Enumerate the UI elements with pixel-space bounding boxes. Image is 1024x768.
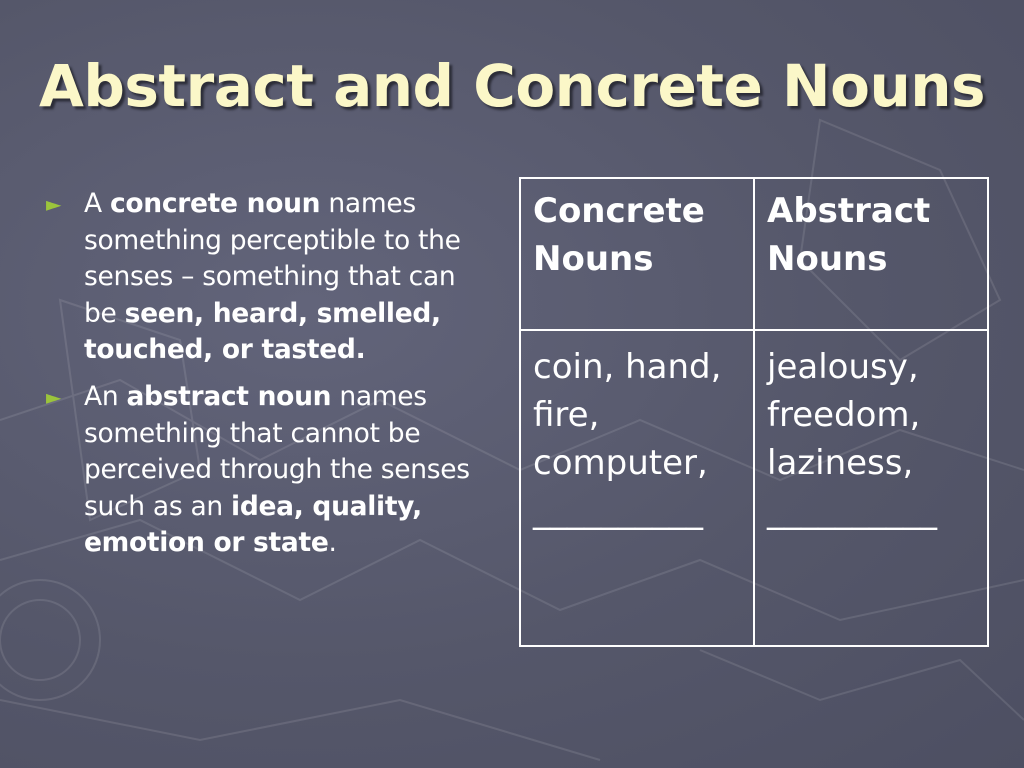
cell-line: fire, [533, 395, 600, 435]
cell-blank-line: __________ [533, 491, 703, 531]
bullet-text-bold: abstract noun [126, 380, 332, 412]
bullet-text-bold: concrete noun [109, 188, 321, 219]
bullet-arrow-icon: ► [46, 384, 62, 409]
bullet-text-segment: names something that cannot be perceived through the senses such as an [84, 380, 470, 522]
bullet-abstract-noun [46, 379, 496, 562]
cell-blank-line: __________ [767, 491, 937, 531]
cell-line: computer, [533, 443, 708, 483]
nouns-table [519, 177, 989, 647]
cell-line: coin, hand, [533, 347, 722, 387]
header-concrete-nouns: Concrete Nouns [520, 178, 754, 330]
bullet-text-segment: An [84, 380, 127, 412]
bullet-concrete-noun [46, 186, 496, 369]
table-header-row [520, 178, 988, 330]
bullet-text-segment: A [84, 188, 110, 219]
bullet-text-segment: names something perceptible to the senses – something that can be [84, 188, 461, 329]
bullet-list [46, 186, 496, 572]
cell-line: jealousy, [767, 347, 919, 387]
bullet-arrow-icon: ► [46, 192, 62, 216]
header-abstract-nouns: Abstract Nouns [754, 178, 988, 330]
bullet-text-bold: seen, heard, smelled, touched, or tasted. [84, 297, 441, 366]
cell-abstract-examples [754, 330, 988, 646]
cell-concrete-examples [520, 330, 754, 646]
table-row [520, 330, 988, 646]
slide-title: Abstract and Concrete Nouns [38, 52, 986, 120]
bullet-text-bold: idea, quality, emotion or state [84, 490, 422, 559]
cell-line: laziness, [767, 443, 914, 483]
bullet-text-segment: . [328, 527, 337, 559]
cell-line: freedom, [767, 395, 921, 435]
